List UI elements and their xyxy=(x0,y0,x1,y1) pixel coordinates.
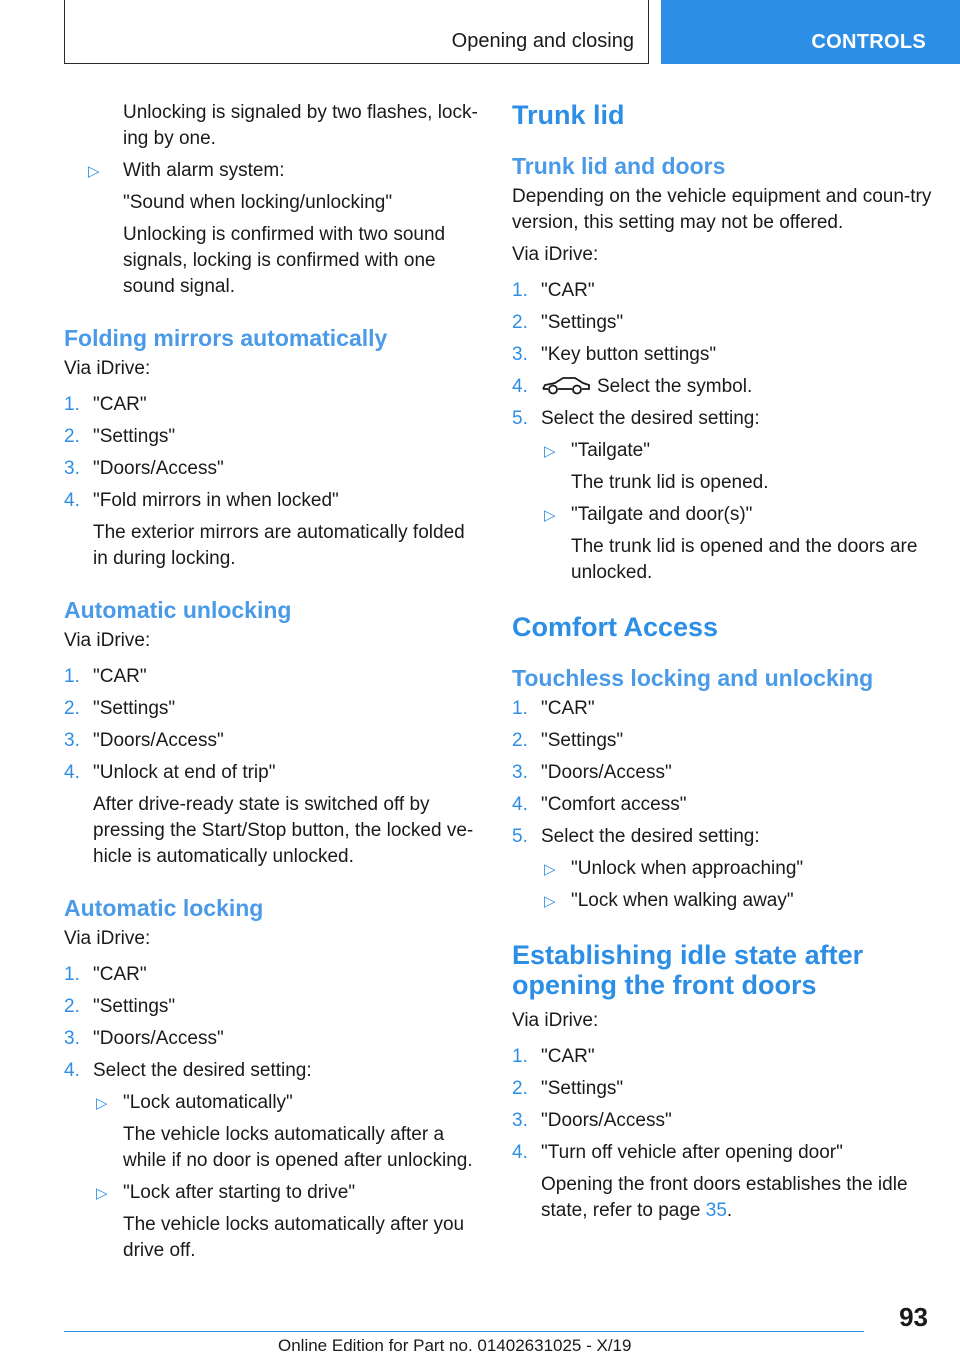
triangle-right-icon: ▷ xyxy=(544,443,556,460)
list-item: 2. "Settings" xyxy=(64,996,176,1017)
unlocking-desc: After drive-ready state is switched off by pressing the Start/Stop button, the locked ve-hicle is automatically unlocked. xyxy=(93,794,474,867)
triangle-right-icon: ▷ xyxy=(88,163,100,180)
comfort-heading: Comfort Access xyxy=(512,612,719,642)
alarm-desc: Unlocking is confirmed with two sound signals, locking is confirmed with one sound signal. xyxy=(123,224,446,297)
list-item: 1. "CAR" xyxy=(512,280,595,301)
list-item: ▷ "Lock when walking away" xyxy=(541,888,932,914)
footer-divider xyxy=(64,1331,864,1332)
list-item: ▷ "Tailgate and door(s)" The trunk lid is opened and the doors are unlocked. xyxy=(544,504,918,583)
idle-via: Via iDrive: xyxy=(512,1010,599,1031)
idle-heading: Establishing idle state after opening the front doors xyxy=(512,940,864,1000)
list-item: 1. "CAR" xyxy=(64,964,147,985)
list-item: 4. "Fold mirrors in when locked" The exterior mirrors are automatically folded in during locking. xyxy=(64,488,482,572)
mirrors-heading: Folding mirrors automatically xyxy=(64,325,388,351)
unlocking-heading: Automatic unlocking xyxy=(64,597,292,623)
alarm-label: With alarm system: xyxy=(123,160,285,181)
mirrors-via: Via iDrive: xyxy=(64,358,151,379)
locking-options xyxy=(93,1090,482,1264)
list-item: 2. "Settings" xyxy=(512,1078,624,1099)
trunk-options xyxy=(541,438,932,586)
touchless-steps xyxy=(512,696,932,914)
touchless-heading: Touchless locking and unlocking xyxy=(512,665,874,691)
trunk-heading: Trunk lid xyxy=(512,100,625,130)
list-item: 3. "Doors/Access" xyxy=(64,1028,224,1049)
list-item: 2. "Settings" xyxy=(512,730,624,751)
list-item: 1. "CAR" xyxy=(64,394,147,415)
header-chapter-title: CONTROLS xyxy=(811,31,926,53)
list-item: 3. "Doors/Access" xyxy=(512,1110,672,1131)
triangle-right-icon: ▷ xyxy=(96,1185,108,1202)
list-item: 3. "Doors/Access" xyxy=(64,730,224,751)
list-item: 4. Select the symbol. xyxy=(512,376,753,397)
page-reference-link[interactable]: 35 xyxy=(705,1200,727,1221)
header-section-box xyxy=(64,0,649,64)
list-item: 2. "Settings" xyxy=(64,426,176,447)
list-item: ▷ "Lock after starting to drive" The vehicle locks automatically after you drive off. xyxy=(96,1182,465,1261)
alarm-setting: "Sound when locking/unlocking" xyxy=(123,192,393,213)
list-item: 4. Select the desired setting: ▷ "Lock automatically" The vehicle locks automatically after a while if no door is opened after unlocking. ▷ "Lock after starting to drive" The vehicle locks automatically after you drive off. xyxy=(64,1058,482,1264)
triangle-right-icon: ▷ xyxy=(96,1095,108,1112)
car-icon xyxy=(541,374,591,396)
locking-via: Via iDrive: xyxy=(64,928,151,949)
left-column xyxy=(64,100,482,1270)
triangle-right-icon: ▷ xyxy=(544,893,556,910)
touchless-options xyxy=(541,856,932,914)
idle-desc: Opening the front doors establishes the idle state, refer to page 35. xyxy=(541,1174,908,1221)
list-item: 1. "CAR" xyxy=(64,666,147,687)
list-item: 3. "Doors/Access" xyxy=(64,458,224,479)
list-item xyxy=(64,158,482,300)
locking-steps xyxy=(64,962,482,1264)
idle-steps xyxy=(512,1044,932,1224)
mirrors-steps xyxy=(64,392,482,572)
signal-intro: Unlocking is signaled by two flashes, lock-ing by one. xyxy=(123,102,478,149)
list-item: 2. "Settings" xyxy=(64,698,176,719)
triangle-right-icon: ▷ xyxy=(544,507,556,524)
header-chapter-tab xyxy=(661,0,960,64)
trunk-via: Via iDrive: xyxy=(512,244,599,265)
list-item: 4. "Turn off vehicle after opening door" Opening the front doors establishes the idle state, refer to page 35. xyxy=(512,1140,932,1224)
footer-edition: Online Edition for Part no. 01402631025 - X/19 xyxy=(278,1336,632,1355)
page-number: 93 xyxy=(899,1302,928,1332)
list-item: 5. Select the desired setting: ▷ "Tailgate" The trunk lid is opened. ▷ "Tailgate and door(s)" The trunk lid is opened and the doors are unlocked. xyxy=(512,406,932,586)
trunk-intro: Depending on the vehicle equipment and coun-try version, this setting may not be offered. xyxy=(512,186,932,233)
right-column xyxy=(512,100,932,1230)
mirrors-desc: The exterior mirrors are automatically folded in during locking. xyxy=(93,522,465,569)
list-item: ▷ "Unlock when approaching" xyxy=(541,856,932,882)
list-item: 1. "CAR" xyxy=(512,1046,595,1067)
list-item: 1. "CAR" xyxy=(512,698,595,719)
trunk-subheading: Trunk lid and doors xyxy=(512,153,726,179)
header-section-title: Opening and closing xyxy=(451,30,634,52)
list-item: 3. "Doors/Access" xyxy=(512,762,672,783)
list-item: 3. "Key button settings" xyxy=(512,344,717,365)
list-item: 4. "Unlock at end of trip" After drive-ready state is switched off by pressing the Start/Stop button, the locked ve-hicle is automatically unlocked. xyxy=(64,760,482,870)
unlocking-via: Via iDrive: xyxy=(64,630,151,651)
list-item: ▷ "Lock automatically" The vehicle locks automatically after a while if no door is opened after unlocking. xyxy=(96,1092,473,1171)
alarm-list xyxy=(64,158,482,300)
unlocking-steps xyxy=(64,664,482,870)
list-item: 2. "Settings" xyxy=(512,312,624,333)
list-item: 5. Select the desired setting: ▷ "Unlock when approaching" ▷ "Lock when walking away" xyxy=(512,824,932,914)
list-item: 4. "Comfort access" xyxy=(512,794,687,815)
list-item: ▷ "Tailgate" The trunk lid is opened. xyxy=(544,440,769,493)
trunk-steps xyxy=(512,278,932,586)
triangle-right-icon: ▷ xyxy=(544,861,556,878)
locking-heading: Automatic locking xyxy=(64,895,264,921)
